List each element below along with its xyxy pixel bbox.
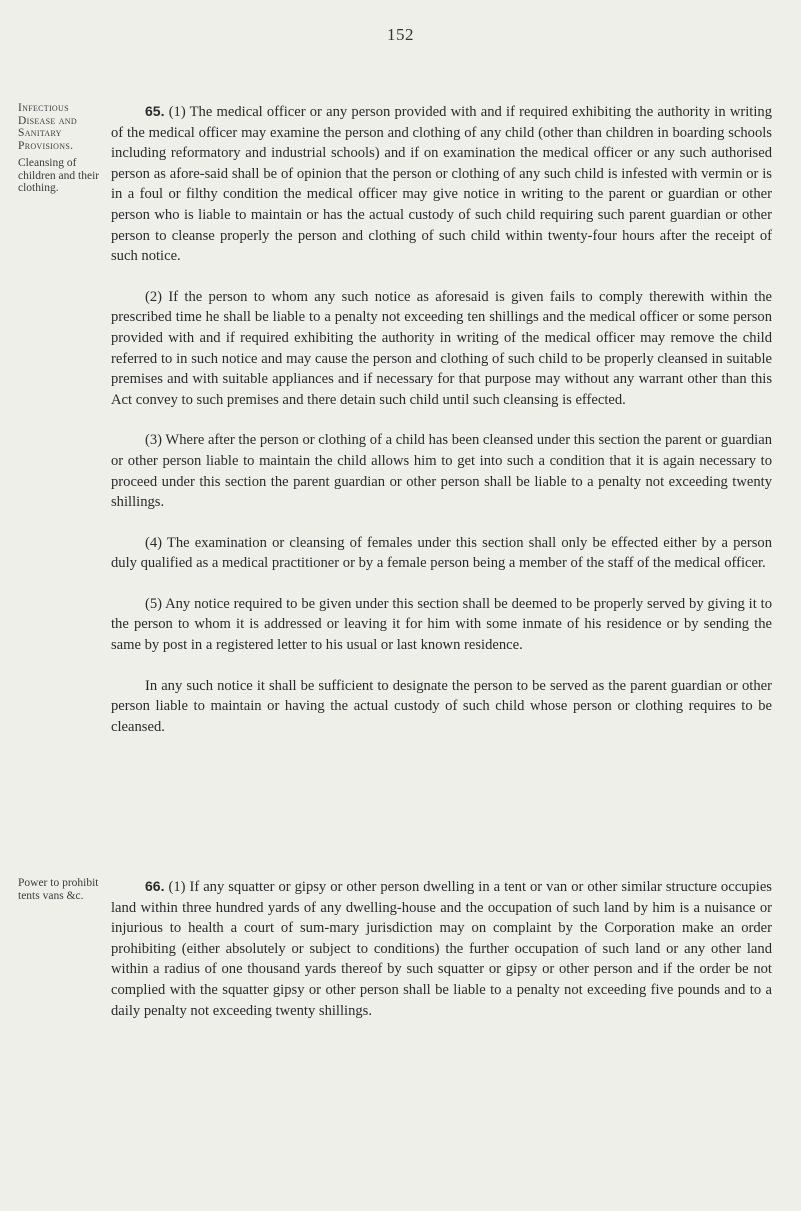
paragraph-66-1 [111, 876, 772, 1021]
margin-heading-line: Disease and [18, 114, 77, 127]
paragraph-65-2: (2) If the person to whom any such notice as aforesaid is given fails to comply therewith within the prescribed time he shall be liable to a penalty not exceeding ten shillings and the medical officer or some person provided with and if required exhibiting the authority in writing of the medical officer may remove the child referred to in such notice and may cause the person and clothing of such child to be properly cleansed in suitable premises and with suitable appliances and if necessary for that purpose may without any warrant other than this Act convey to such premises and there detain such child until such cleansing is effected. [111, 288, 772, 408]
paragraph-text: (1) The medical officer or any person provided with and if required exhibiting the authority in writing of the medical officer may examine the person and clothing of any child (other than children in boarding schools including reformatory and industrial schools) and if on examination the medical officer or any such authorised person as afore-said shall be of opinion that the person or clothing of any such child is infested with vermin or is in a foul or filthy condition the medical officer may give notice in writing to the parent or guardian or other person who is liable to maintain or has the actual custody of such child requiring such parent guardian or other person to cleanse properly the person and clothing of such child within twenty-four hours after the receipt of such notice. [111, 104, 772, 265]
margin-heading-line: Provisions. [18, 139, 74, 152]
margin-note-section-66 [18, 877, 100, 902]
paragraph-text: (1) If any squatter or gipsy or other person dwelling in a tent or van or other similar structure occupies land within three hundred yards of any dwelling-house and the occupation of such land by him is a nuisance or injurious to health a court of sum-mary jurisdiction may on complaint by the Corporation make an order prohibiting (either absolutely or subject to conditions) the further occupation of such land or any other land within a radius of one thousand yards thereof by such squatter or gipsy or other person and if the order be not complied with the squatter gipsy or other person shall be liable to a penalty not exceeding five pounds and to a daily penalty not exceeding twenty shillings. [111, 879, 772, 1019]
section-65 [111, 101, 772, 737]
section-number: 65. [145, 103, 165, 119]
margin-heading-line: Sanitary [18, 127, 62, 139]
paragraph-65-5: (5) Any notice required to be given under this section shall be deemed to be properly served by giving it to the person to whom it is addressed or leaving it for him with some inmate of his residence or by sending the same by post in a registered letter to his usual or last known residence. [111, 595, 772, 654]
margin-note-power: Power to prohibit tents vans &c. [18, 877, 99, 902]
section-66 [111, 876, 772, 1021]
section-number: 66. [145, 878, 165, 894]
paragraph-65-3: (3) Where after the person or clothing of a child has been cleansed under this section the parent or guardian or other person liable to maintain the child allows him to get into such a condition that it is again necessary to proceed under this section the parent guardian or other person shall be liable to a penalty not exceeding twenty shillings. [111, 432, 772, 511]
margin-heading-line: Infectious [18, 102, 69, 114]
paragraph-65-1 [111, 101, 772, 267]
paragraph-65-6: In any such notice it shall be sufficient to designate the person to be served as the parent guardian or other person liable to maintain or having the actual custody of such child whose person or clothing requires to be cleansed. [111, 677, 772, 735]
paragraph-65-4: (4) The examination or cleansing of females under this section shall only be effected either by a person duly qualified as a medical practitioner or by a female person being a member of the staff of the medical officer. [111, 534, 772, 572]
margin-note-cleansing: Cleansing of children and their clothing. [18, 157, 100, 194]
page-number: 152 [387, 25, 414, 44]
margin-note-section-65 [18, 102, 100, 195]
